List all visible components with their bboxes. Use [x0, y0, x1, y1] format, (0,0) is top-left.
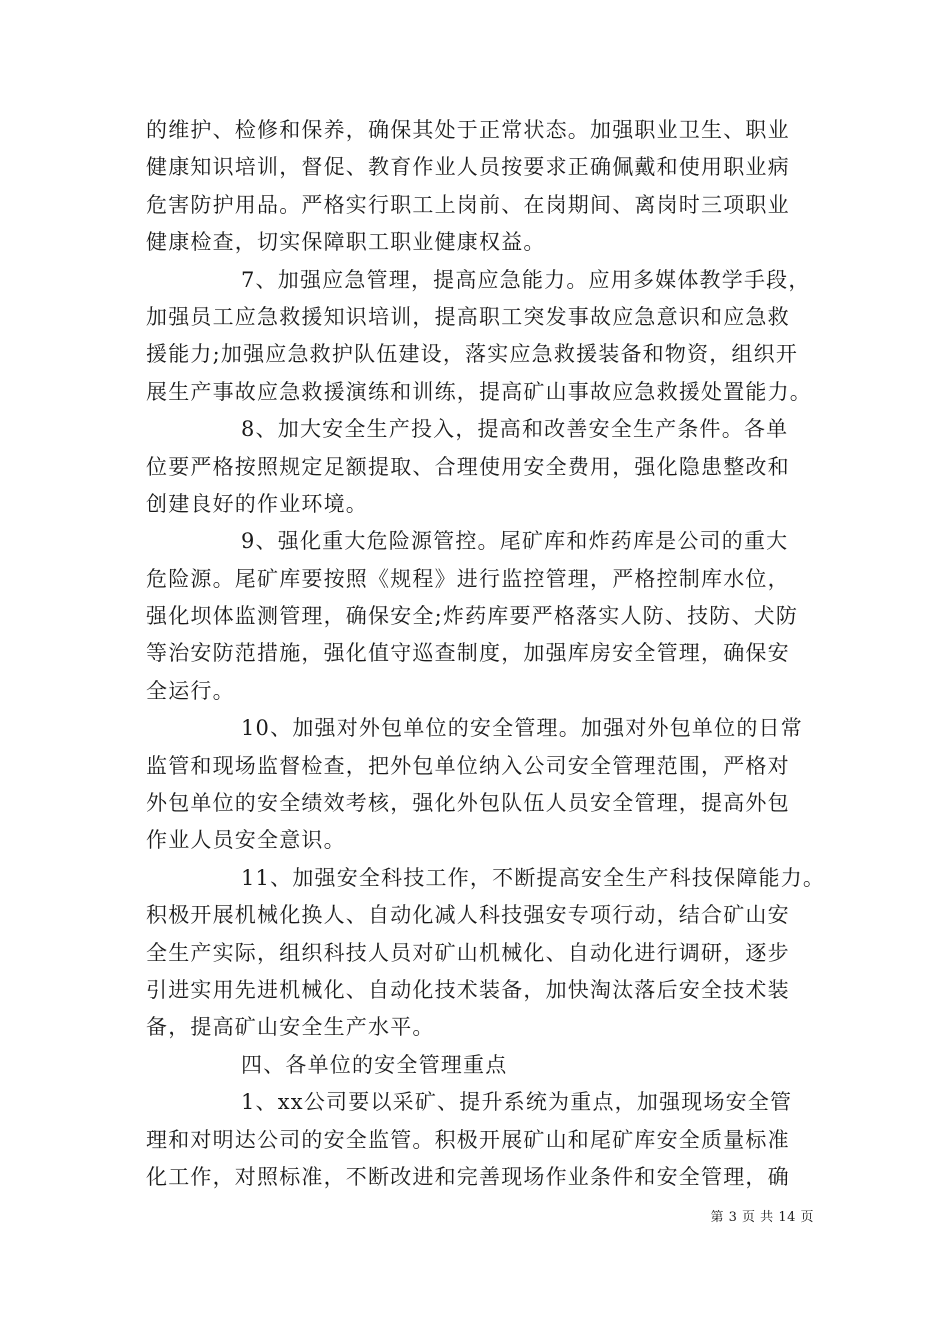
text-line: 理和对明达公司的安全监管。积极开展矿山和尾矿库安全质量标准: [146, 1127, 790, 1152]
text-line: 强化坝体监测管理，确保安全;炸药库要严格落实人防、技防、犬防: [146, 604, 799, 629]
text-line: 等治安防范措施，强化值守巡查制度，加强库房安全管理，确保安: [146, 641, 790, 666]
text-line: 的维护、检修和保养，确保其处于正常状态。加强职业卫生、职业: [146, 118, 790, 142]
paragraph-heading-10: 10、加强对外包单位的安全管理。加强对外包单位的日常: [241, 716, 803, 741]
text-line: 监管和现场监督检查，把外包单位纳入公司安全管理范围，严格对: [146, 753, 790, 778]
text-line: 全运行。: [146, 678, 235, 703]
text-line: 积极开展机械化换人、自动化减人科技强安专项行动，结合矿山安: [146, 903, 790, 928]
paragraph-heading-11: 11、加强安全科技工作，不断提高安全生产科技保障能力。: [241, 865, 826, 890]
text-line: 加强员工应急救援知识培训，提高职工突发事故应急意识和应急救: [146, 304, 790, 329]
document-body: [146, 112, 826, 1196]
text-line: 展生产事故应急救援演练和训练，提高矿山事故应急救援处置能力。: [146, 379, 812, 404]
text-line: 作业人员安全意识。: [146, 828, 346, 853]
text-line: 危害防护用品。严格实行职工上岗前、在岗期间、离岗时三项职业: [146, 192, 790, 217]
text-line: 危险源。尾矿库要按照《规程》进行监控管理，严格控制库水位，: [146, 566, 790, 591]
text-line: 引进实用先进机械化、自动化技术装备，加快淘汰落后安全技术装: [146, 977, 790, 1002]
text-line: 外包单位的安全绩效考核，强化外包队伍人员安全管理，提高外包: [146, 791, 790, 816]
text-line: 健康知识培训，督促、教育作业人员按要求正确佩戴和使用职业病: [146, 155, 790, 180]
text-line: 位要严格按照规定足额提取、合理使用安全费用，强化隐患整改和: [146, 454, 790, 479]
text-line: 援能力;加强应急救护队伍建设，落实应急救援装备和物资，组织开: [146, 342, 799, 367]
text-line: 化工作，对照标准，不断改进和完善现场作业条件和安全管理，确: [146, 1164, 790, 1189]
text-line: 健康检查，切实保障职工职业健康权益。: [146, 230, 546, 255]
paragraph-heading-1: 1、xx公司要以采矿、提升系统为重点，加强现场安全管: [241, 1090, 793, 1115]
text-line: 全生产实际，组织科技人员对矿山机械化、自动化进行调研，逐步: [146, 940, 790, 965]
text-line: 备，提高矿山安全生产水平。: [146, 1015, 435, 1040]
page-number: 第 3 页 共 14 页: [710, 1210, 814, 1225]
text-line: 创建良好的作业环境。: [146, 491, 368, 516]
section-heading: 四、各单位的安全管理重点: [241, 1052, 508, 1077]
paragraph-heading-7: 7、加强应急管理，提高应急能力。应用多媒体教学手段，: [241, 267, 811, 292]
paragraph-heading-8: 8、加大安全生产投入，提高和改善安全生产条件。各单: [241, 417, 789, 442]
paragraph-heading-9: 9、强化重大危险源管控。尾矿库和炸药库是公司的重大: [241, 529, 789, 554]
